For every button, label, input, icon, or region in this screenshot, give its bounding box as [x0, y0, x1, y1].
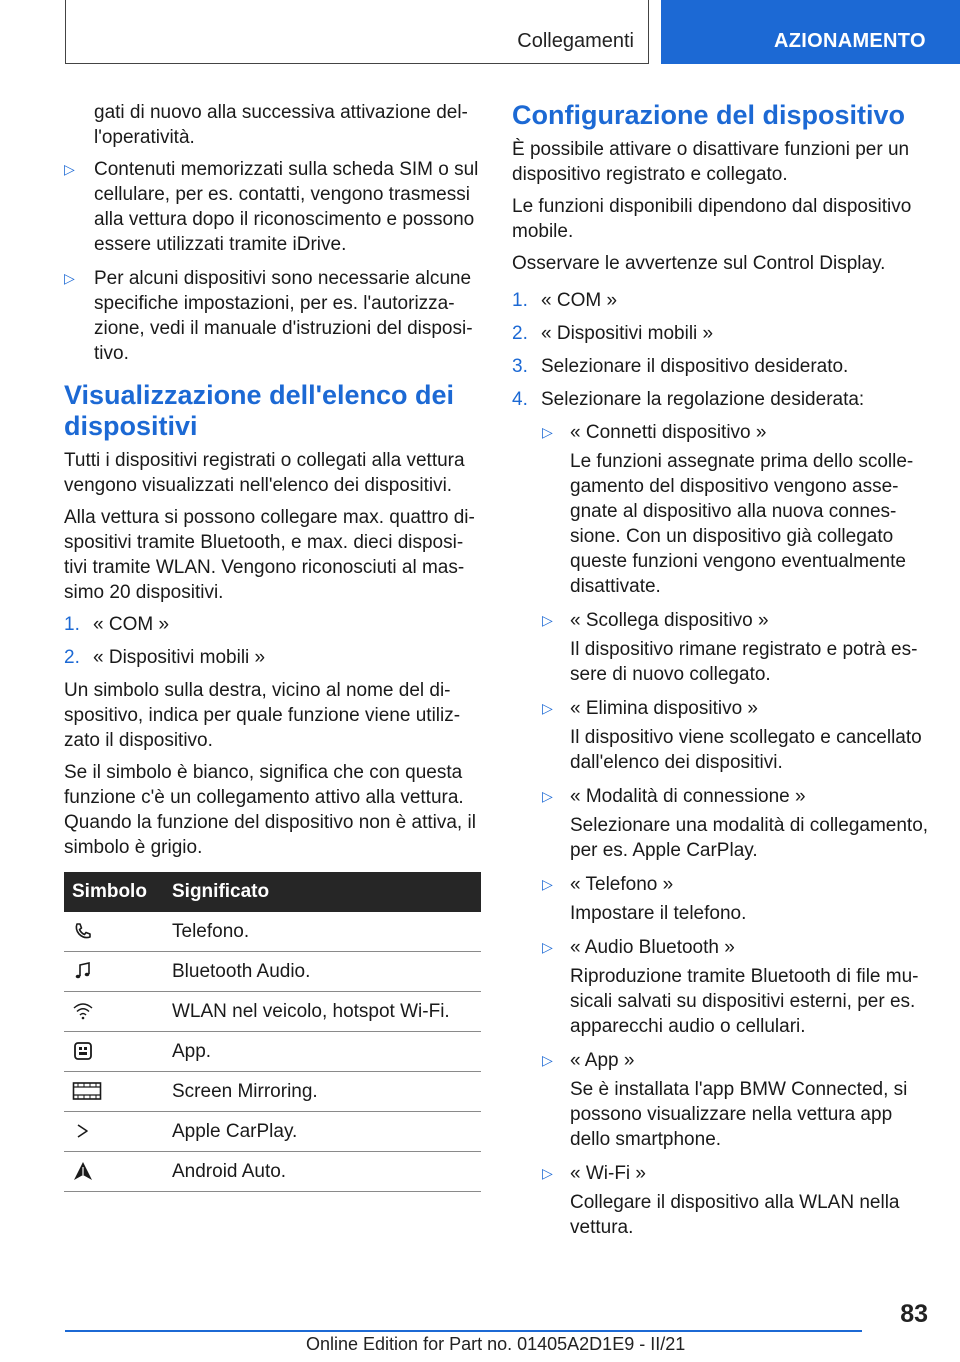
triangle-bullet-icon: ▷ — [64, 161, 75, 177]
section-heading: Visualizzazione dell'elenco dei dispositivi — [64, 380, 455, 441]
option-item — [512, 608, 932, 633]
option-description: Il dispositivo rimane registrato e potrà es-sere di nuovo collegato. — [570, 639, 918, 685]
option-description: Il dispositivo viene scollegato e cancellato dall'elenco dei dispositivi. — [570, 727, 922, 773]
table-header-symbol: Simbolo — [64, 872, 172, 912]
table-row — [64, 992, 481, 1032]
step-text: « Dispositivi mobili » — [541, 323, 714, 344]
header-section-tab — [65, 0, 649, 64]
option-item — [512, 935, 932, 960]
table-row — [64, 1032, 481, 1072]
header-chapter-label: AZIONAMENTO — [774, 30, 926, 52]
table-cell-meaning: App. — [172, 1032, 481, 1072]
option-description: Le funzioni assegnate prima dello scolle-gamento del dispositivo vengono asse-gnate al dispositivo alla nuova connes-sione. Con un dispositivo già collegato queste funzioni vengono eventualmente disattivate. — [570, 451, 914, 597]
header-chapter-tab — [661, 0, 960, 64]
table-row — [64, 1112, 481, 1152]
paragraph: Un simbolo sulla destra, vicino al nome del di-spositivo, indica per quale funzione viene utiliz-zato il dispositivo. — [64, 680, 461, 751]
symbol-table — [64, 872, 481, 1192]
option-label: « Elimina dispositivo » — [570, 698, 758, 719]
step-item — [64, 645, 481, 670]
triangle-bullet-icon: ▷ — [542, 1052, 553, 1068]
header-section-label: Collegamenti — [517, 30, 634, 52]
option-description: Riproduzione tramite Bluetooth di file mu-sicali salvati su dispositivi esterni, per es. apparecchi audio o cellulari. — [570, 966, 919, 1037]
bullet-text: Contenuti memorizzati sulla scheda SIM o sul cellulare, per es. contatti, vengono trasmessi alla vettura dopo il riconoscimento e possono essere utilizzati tramite iDrive. — [94, 159, 479, 255]
step-item — [512, 288, 932, 313]
triangle-bullet-icon: ▷ — [542, 612, 553, 628]
option-description: Se è installata l'app BMW Connected, si possono visualizzare nella vettura app dello smartphone. — [570, 1079, 908, 1150]
paragraph: Tutti i dispositivi registrati o collegati alla vettura vengono visualizzati nell'elenco dei dispositivi. — [64, 450, 465, 496]
step-number: 2. — [512, 323, 528, 344]
option-label: « Telefono » — [570, 874, 674, 895]
option-label: « Connetti dispositivo » — [570, 422, 767, 443]
right-column — [512, 100, 932, 1249]
option-item — [512, 872, 932, 897]
triangle-bullet-icon: ▷ — [542, 876, 553, 892]
step-number: 4. — [512, 389, 528, 410]
android-auto-icon — [72, 1160, 94, 1182]
bullet-text: Per alcuni dispositivi sono necessarie alcune specifiche impostazioni, per es. l'autorizza-zione, vedi il manuale d'istruzioni del disposi-tivo. — [94, 268, 473, 364]
footer-edition: Online Edition for Part no. 01405A2D1E9 - II/21 — [306, 1334, 686, 1354]
option-item — [512, 1161, 932, 1186]
table-cell-meaning: Bluetooth Audio. — [172, 952, 481, 992]
step-text: « Dispositivi mobili » — [93, 647, 266, 668]
bullet-item — [64, 157, 481, 257]
app-icon — [72, 1040, 94, 1062]
option-label: « Audio Bluetooth » — [570, 937, 735, 958]
paragraph: Alla vettura si possono collegare max. quattro di-spositivi tramite Bluetooth, e max. dieci disposi-tivi tramite WLAN. Vengono riconosciuti al mas-simo 20 dispositivi. — [64, 507, 475, 603]
step-item — [512, 387, 932, 412]
step-text: Selezionare il dispositivo desiderato. — [541, 356, 849, 377]
wifi-icon — [72, 1000, 94, 1022]
paragraph: Osservare le avvertenze sul Control Display. — [512, 253, 886, 274]
option-item — [512, 784, 932, 809]
music-note-icon — [72, 960, 94, 982]
step-text: « COM » — [541, 290, 618, 311]
step-text: « COM » — [93, 614, 170, 635]
option-description: Selezionare una modalità di collegamento, per es. Apple CarPlay. — [570, 815, 929, 861]
footer-divider — [65, 1330, 862, 1332]
table-cell-meaning: Apple CarPlay. — [172, 1112, 481, 1152]
left-column — [64, 100, 481, 1192]
table-header-meaning: Significato — [172, 872, 481, 912]
table-row — [64, 1152, 481, 1192]
triangle-bullet-icon: ▷ — [542, 1165, 553, 1181]
table-header-row — [64, 872, 481, 912]
paragraph: Se il simbolo è bianco, significa che con questa funzione c'è un collegamento attivo alla vettura. Quando la funzione del dispositivo non è attiva, il simbolo è grigio. — [64, 762, 476, 858]
screen-mirroring-icon — [72, 1080, 102, 1102]
step-item — [64, 612, 481, 637]
step-number: 3. — [512, 356, 528, 377]
step-number: 1. — [64, 614, 80, 635]
step-number: 1. — [512, 290, 528, 311]
bullet-item — [64, 266, 481, 366]
table-row — [64, 1072, 481, 1112]
option-description: Impostare il telefono. — [570, 903, 747, 924]
triangle-bullet-icon: ▷ — [542, 788, 553, 804]
page-number: 83 — [900, 1300, 928, 1328]
phone-icon — [72, 920, 94, 942]
option-label: « Wi-Fi » — [570, 1163, 646, 1184]
table-cell-meaning: Android Auto. — [172, 1152, 481, 1192]
section-heading: Configurazione del dispositivo — [512, 100, 906, 130]
option-item — [512, 420, 932, 445]
step-item — [512, 321, 932, 346]
table-cell-meaning: Screen Mirroring. — [172, 1072, 481, 1112]
table-row — [64, 912, 481, 952]
option-description: Collegare il dispositivo alla WLAN nella vettura. — [570, 1192, 900, 1238]
option-label: « Modalità di connessione » — [570, 786, 806, 807]
option-item — [512, 696, 932, 721]
step-item — [512, 354, 932, 379]
paragraph: È possibile attivare o disattivare funzioni per un dispositivo registrato e collegato. — [512, 139, 910, 185]
table-cell-meaning: WLAN nel veicolo, hotspot Wi-Fi. — [172, 992, 481, 1032]
table-row — [64, 952, 481, 992]
triangle-bullet-icon: ▷ — [542, 424, 553, 440]
option-label: « App » — [570, 1050, 635, 1071]
table-cell-meaning: Telefono. — [172, 912, 481, 952]
triangle-bullet-icon: ▷ — [542, 939, 553, 955]
paragraph: Le funzioni disponibili dipendono dal dispositivo mobile. — [512, 196, 912, 242]
option-item — [512, 1048, 932, 1073]
step-text: Selezionare la regolazione desiderata: — [541, 389, 865, 410]
option-label: « Scollega dispositivo » — [570, 610, 769, 631]
intro-continuation: gati di nuovo alla successiva attivazione del-l'operatività. — [94, 102, 468, 148]
triangle-bullet-icon: ▷ — [64, 270, 75, 286]
carplay-icon — [72, 1120, 94, 1142]
step-number: 2. — [64, 647, 80, 668]
triangle-bullet-icon: ▷ — [542, 700, 553, 716]
